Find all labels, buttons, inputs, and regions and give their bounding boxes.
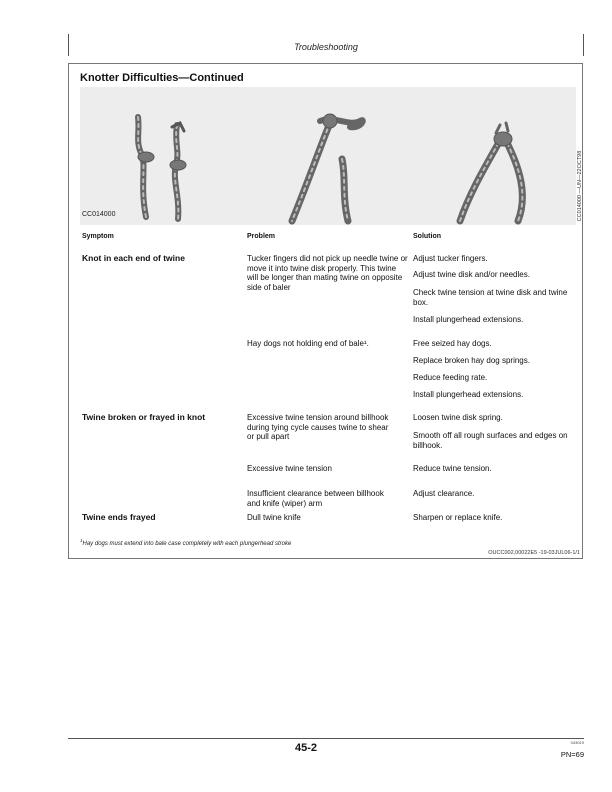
document-code: OUCC002,00022E5 -19-03JUL06-1/1 <box>488 550 580 556</box>
symptom-cell: Twine broken or frayed in knot <box>82 412 206 422</box>
column-header-problem: Problem <box>247 233 276 240</box>
figure-code: CC014000 <box>82 211 116 218</box>
problem-cell: Excessive twine tension <box>247 464 332 473</box>
solution-cell: Free seized hay dogs. <box>413 339 492 348</box>
part-number: PN=69 <box>560 750 584 759</box>
twine-knot-illustration <box>80 87 576 225</box>
problem-cell: Dull twine knife <box>247 513 301 522</box>
footer-code: 043019 <box>570 740 584 745</box>
page-number: 45-2 <box>294 742 318 754</box>
solution-cell: Sharpen or replace knife. <box>413 513 503 522</box>
problem-cell: Excessive twine tension around billhook during tying cycle causes twine to shear or pull apart <box>247 413 389 442</box>
solution-cell: Check twine tension at twine disk and twine box. <box>413 288 568 307</box>
symptom-cell: Twine ends frayed <box>82 512 156 522</box>
solution-cell: Install plungerhead extensions. <box>413 390 524 399</box>
problem-cell: Tucker fingers did not pick up needle twine or move it into twine disk properly. This twine will be longer than mating twine on opposite side of baler <box>247 254 408 292</box>
problem-cell: Insufficient clearance between billhook and knife (wiper) arm <box>247 489 384 508</box>
solution-cell: Reduce twine tension. <box>413 464 492 473</box>
section-title: Knotter Difficulties—Continued <box>80 72 244 84</box>
footnote-text: Hay dogs must extend into bale case completely with each plungerhead stroke <box>82 541 292 547</box>
solution-cell: Replace broken hay dog springs. <box>413 356 530 365</box>
side-figure-code: CC014000 —UN—22OCT98 <box>577 150 583 222</box>
footnote <box>80 538 291 547</box>
solution-cell: Loosen twine disk spring. <box>413 413 503 422</box>
twine-knot-drawing <box>80 87 576 225</box>
page-header: Troubleshooting <box>294 42 358 52</box>
solution-cell: Smooth off all rough surfaces and edges on billhook. <box>413 431 568 450</box>
solution-cell: Adjust clearance. <box>413 489 475 498</box>
solution-cell: Reduce feeding rate. <box>413 373 488 382</box>
solution-cell: Install plungerhead extensions. <box>413 315 524 324</box>
solution-cell: Adjust twine disk and/or needles. <box>413 270 530 279</box>
column-header-solution: Solution <box>413 233 441 240</box>
column-header-symptom: Symptom <box>82 233 114 240</box>
problem-cell: Hay dogs not holding end of bale¹. <box>247 339 369 348</box>
symptom-cell: Knot in each end of twine <box>82 253 185 263</box>
footnote-marker: 1 <box>80 538 83 543</box>
solution-cell: Adjust tucker fingers. <box>413 254 488 263</box>
